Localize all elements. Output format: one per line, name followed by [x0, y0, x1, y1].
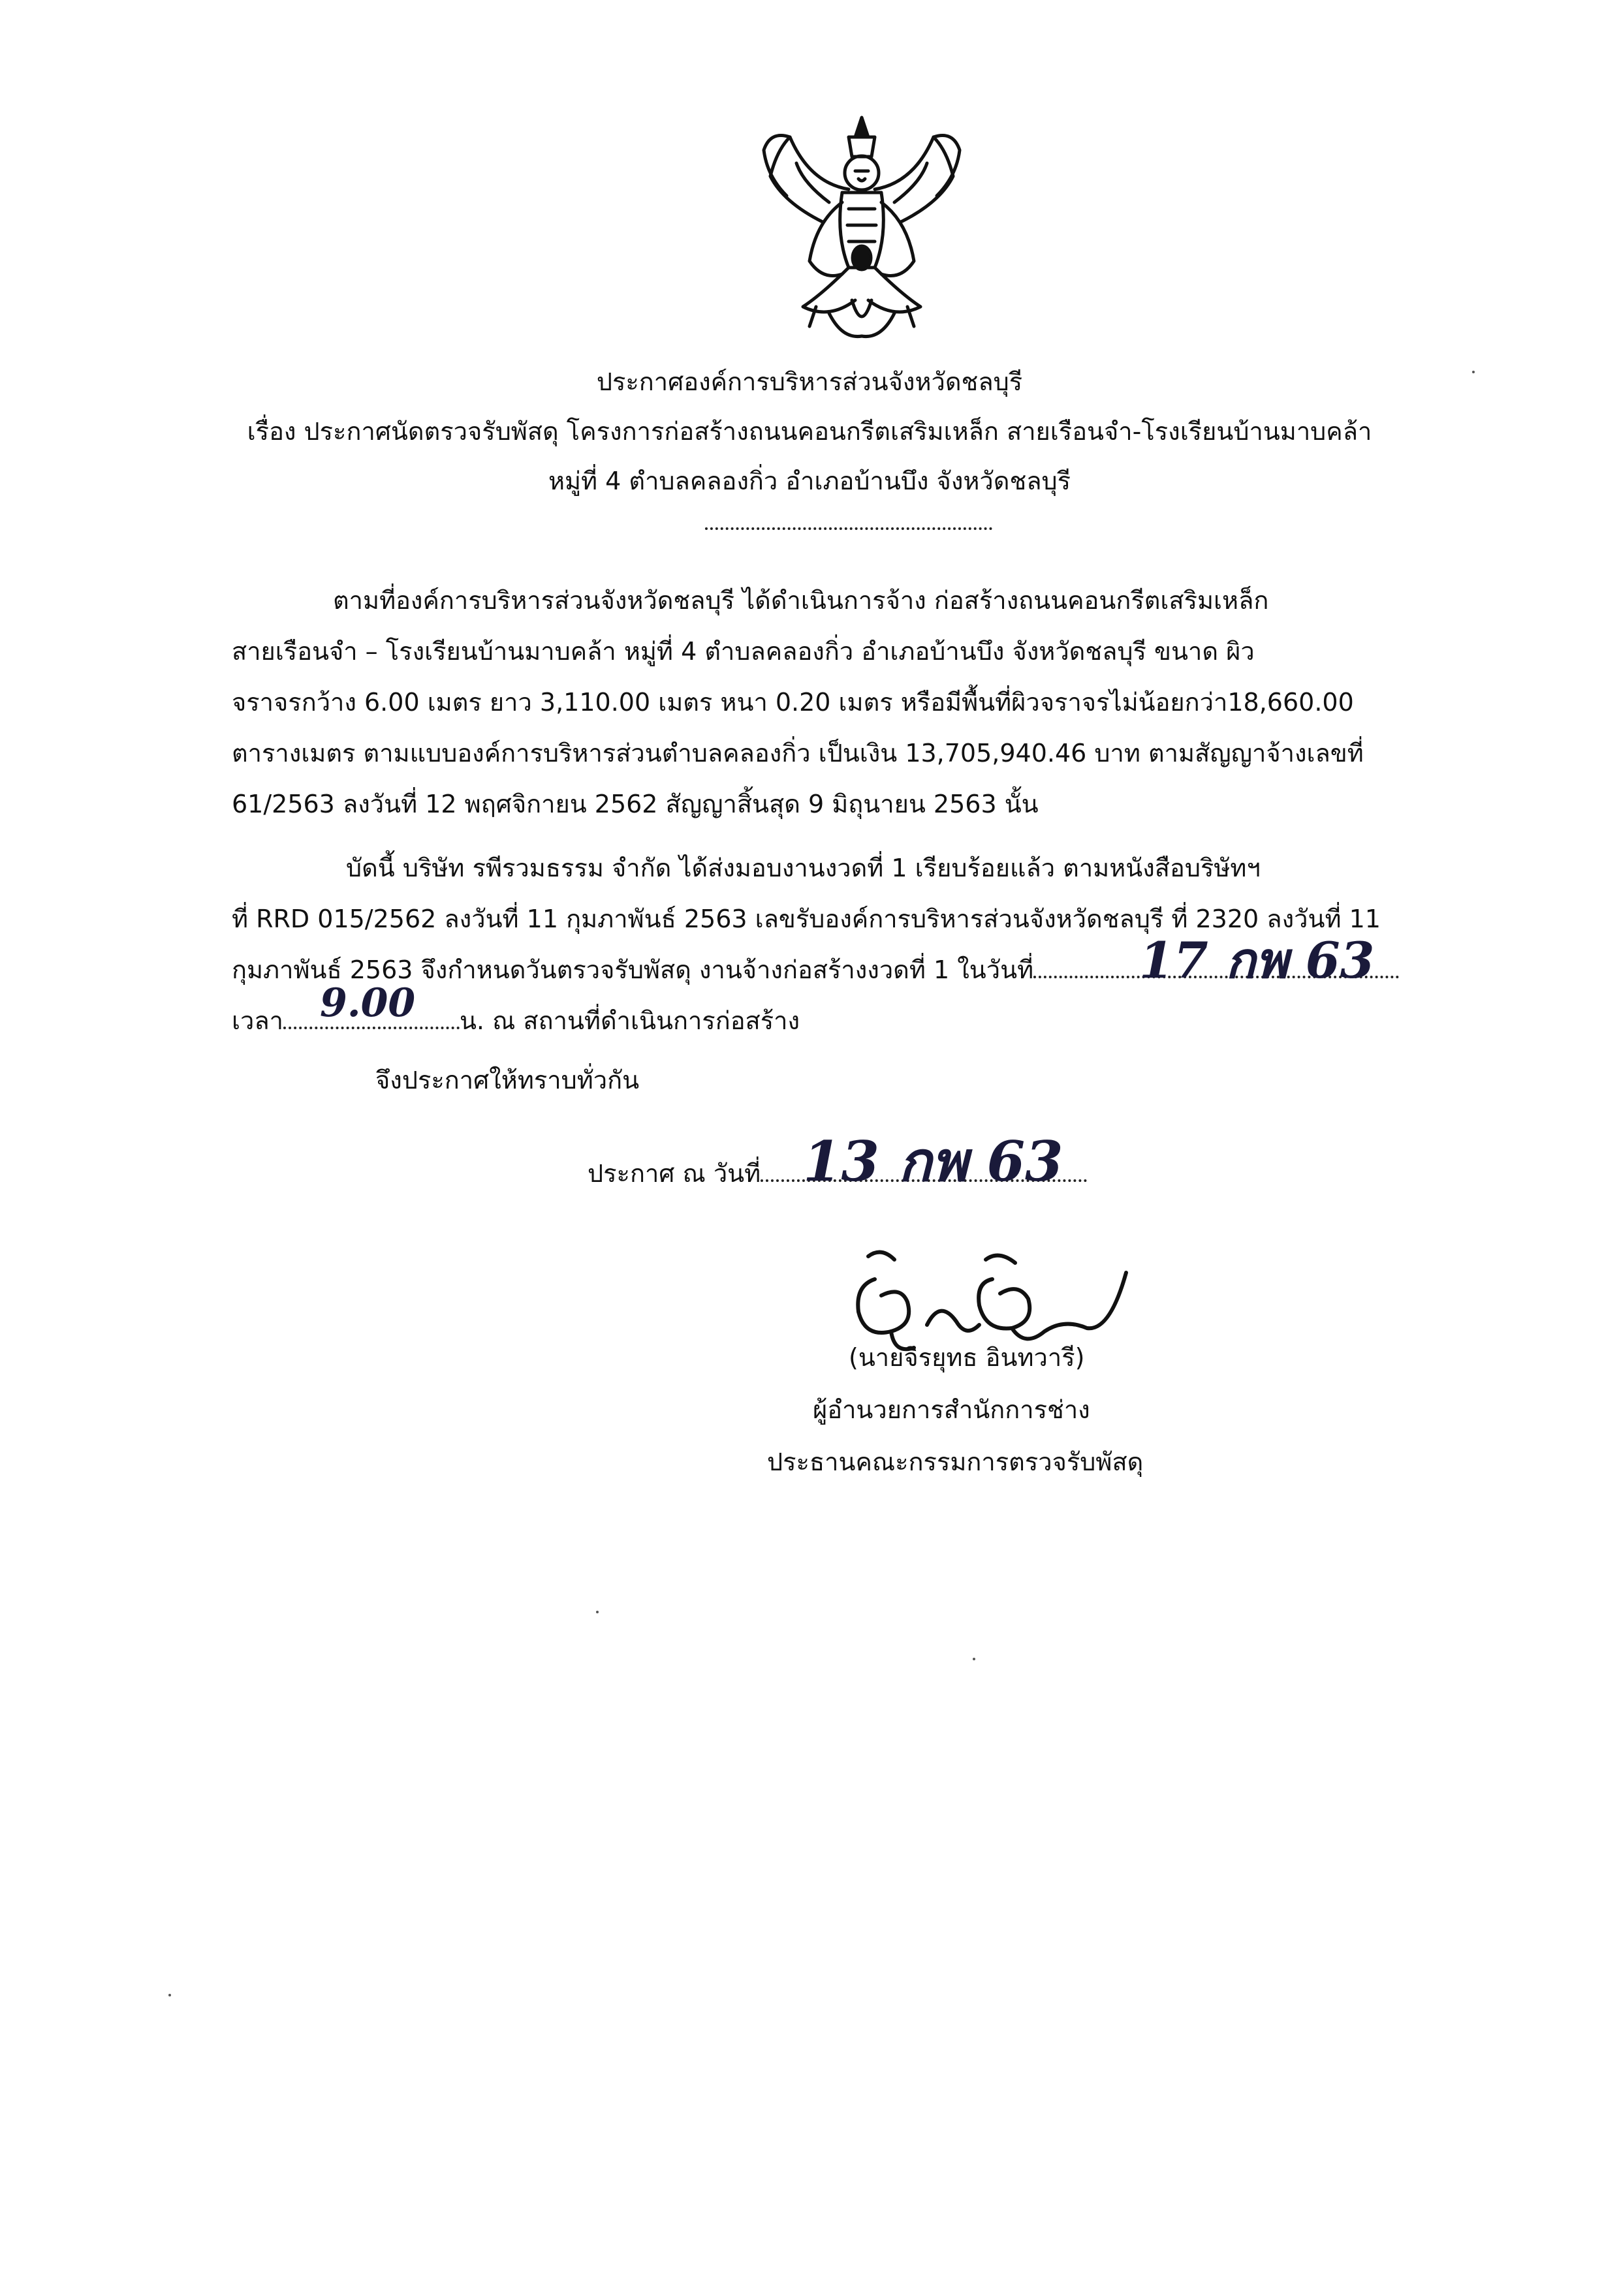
- scan-speck: [1472, 371, 1475, 373]
- paragraph-1-line-2: สายเรือนจำ – โรงเรียนบ้านมาบคล้า หมู่ที่ 4 ตำบลคลองกิ่ว อำเภอบ้านบึง จังหวัดชลบุรี ขนาด ผิว: [232, 637, 1255, 666]
- garuda-emblem-icon: [751, 111, 973, 346]
- handwritten-time: 9.00: [320, 980, 416, 1026]
- scan-speck: [168, 1994, 171, 1996]
- document-title: ประกาศองค์การบริหารส่วนจังหวัดชลบุรี: [596, 367, 1023, 396]
- signatory-name: (นายจิรยุทธ อินทวารี): [849, 1343, 1085, 1372]
- signatory-position: ผู้อำนวยการสำนักการช่าง: [813, 1395, 1090, 1424]
- scan-speck: [596, 1611, 599, 1613]
- signatory-role: ประธานคณะกรรมการตรวจรับพัสดุ: [767, 1448, 1144, 1476]
- paragraph-1-line-5: 61/2563 ลงวันที่ 12 พฤศจิกายน 2562 สัญญาสิ้นสุด 9 มิถุนายน 2563 นั้น: [232, 790, 1039, 818]
- time-prefix: เวลา: [232, 1006, 283, 1035]
- scan-speck: [973, 1658, 975, 1660]
- handwritten-inspection-date: 17 กพ 63: [1139, 931, 1375, 989]
- closing-statement: จึงประกาศให้ทราบทั่วกัน: [375, 1066, 640, 1094]
- document-subject: เรื่อง ประกาศนัดตรวจรับพัสดุ โครงการก่อสร้างถนนคอนกรีตเสริมเหล็ก สายเรือนจำ-โรงเรียนบ้านมาบคล้า: [247, 417, 1372, 446]
- handwritten-announce-date: 13 กพ 63: [803, 1129, 1063, 1194]
- time-suffix: น. ณ สถานที่ดำเนินการก่อสร้าง: [459, 1006, 800, 1035]
- time-line: [232, 1001, 800, 1040]
- header-divider: [705, 527, 992, 530]
- announce-date-prefix: ประกาศ ณ วันที่: [588, 1159, 761, 1188]
- paragraph-1-line-4: ตารางเมตร ตามแบบองค์การบริหารส่วนตำบลคลองกิ่ว เป็นเงิน 13,705,940.46 บาท ตามสัญญาจ้างเลขที่: [232, 739, 1364, 768]
- inspection-date-prefix: กุมภาพันธ์ 2563 จึงกำหนดวันตรวจรับพัสดุ งานจ้างก่อสร้างงวดที่ 1 ในวันที่: [232, 955, 1034, 984]
- document-subject-continued: หมู่ที่ 4 ตำบลคลองกิ่ว อำเภอบ้านบึง จังหวัดชลบุรี: [548, 467, 1071, 495]
- paragraph-2-line-1: บัดนี้ บริษัท รพีรวมธรรม จำกัด ได้ส่งมอบงานงวดที่ 1 เรียบร้อยแล้ว ตามหนังสือบริษัทฯ: [346, 854, 1261, 882]
- paragraph-2-line-2: ที่ RRD 015/2562 ลงวันที่ 11 กุมภาพันธ์ 2563 เลขรับองค์การบริหารส่วนจังหวัดชลบุรี ที่ 2320 ลงวันที่ 11: [232, 905, 1381, 933]
- paragraph-1-line-1: ตามที่องค์การบริหารส่วนจังหวัดชลบุรี ได้ดำเนินการจ้าง ก่อสร้างถนนคอนกรีตเสริมเหล็ก: [333, 586, 1269, 615]
- paragraph-1-line-3: จราจรกว้าง 6.00 เมตร ยาว 3,110.00 เมตร หนา 0.20 เมตร หรือมีพื้นที่ผิวจราจรไม่น้อยกว่า18,660.00: [232, 688, 1354, 717]
